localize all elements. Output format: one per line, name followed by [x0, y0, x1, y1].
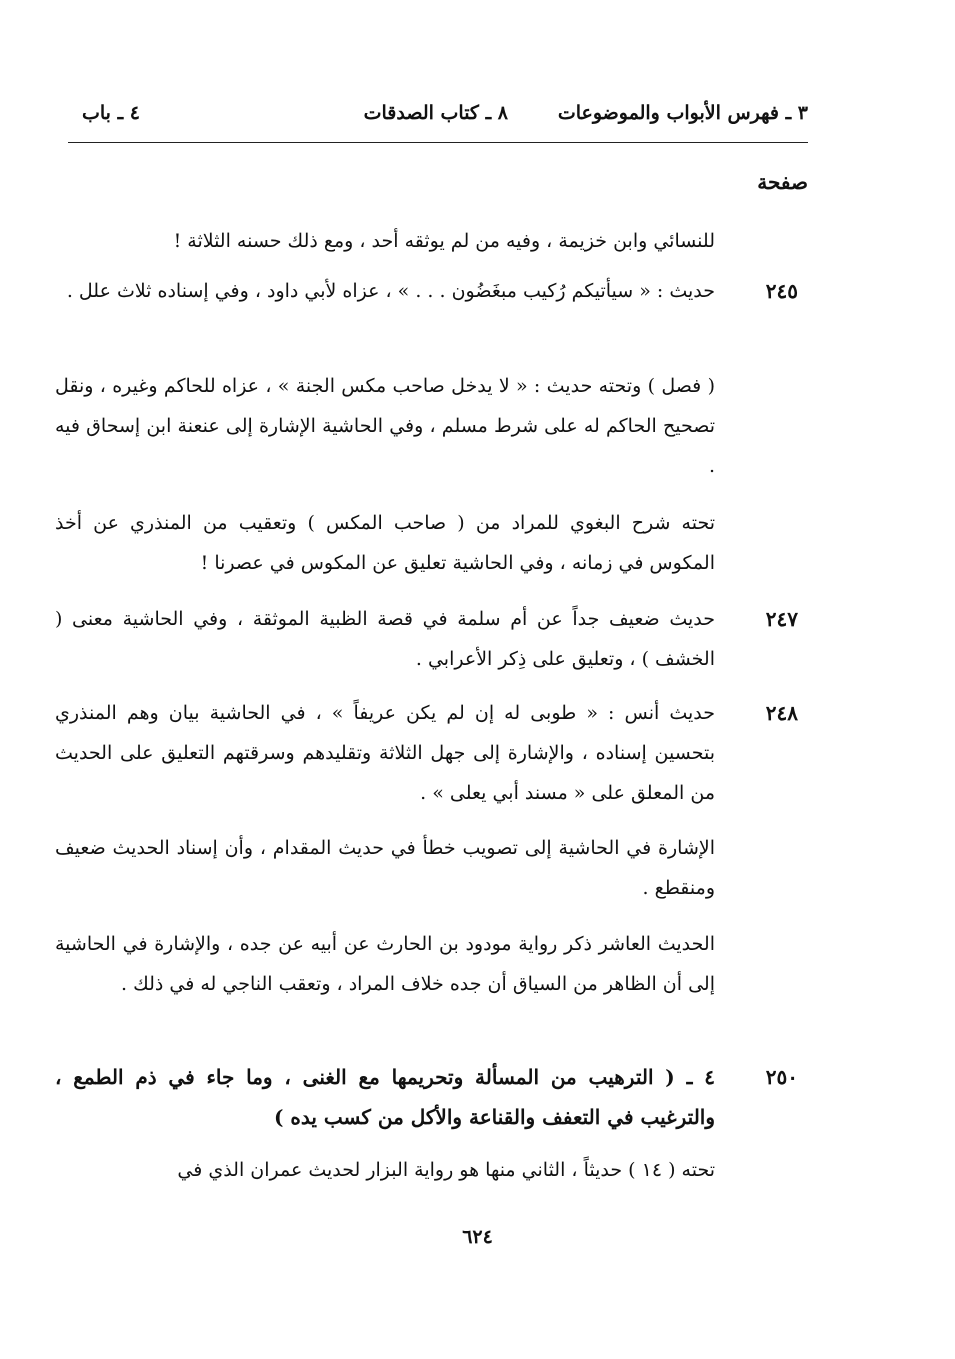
page-column-label: صفحة — [757, 170, 808, 194]
entry-page-number: ٢٤٧ — [765, 607, 798, 631]
header-index-title: ٣ ـ فهرس الأبواب والموضوعات — [557, 102, 808, 124]
entry-text: تحته ( ١٤ ) حديثاً ، الثاني منها هو رواية البزار لحديث عمران الذي في — [177, 1159, 715, 1181]
entry-text: للنسائي وابن خزيمة ، وفيه من لم يوثقه أحد ، ومع ذلك حسنه الثلاثة ! — [173, 230, 715, 252]
entry-text: الإشارة في الحاشية إلى تصويب خطأ في حديث المقدام ، وأن إسناد الحديث ضعيف ومنقطع . — [55, 837, 715, 899]
entry-text: حديث أنس : « طوبى له إن لم يكن عريفاً » ، في الحاشية بيان وهم المنذري بتحسين إسناده ، والإشارة إلى جهل الثلاثة وتقليدهم وسرقتهم التعليق على الحديث من المعلق على « مسند أبي يعلى » . — [55, 702, 715, 804]
entry-text: ( فصل ) وتحته حديث : « لا يدخل صاحب مكس الجنة » ، عزاه للحاكم وغيره ، ونقل تصحيح الحاكم له على شرط مسلم ، وفي الحاشية الإشارة إلى عنعنة ابن إسحاق فيه . — [55, 375, 715, 477]
header-book-title: ٨ ـ كتاب الصدقات — [363, 102, 508, 124]
header-divider — [68, 142, 808, 143]
entry-page-number: ٢٤٥ — [765, 279, 798, 303]
chapter-heading-entry: ٤ ـ ( الترهيب من المسألة وتحريمها مع الغنى ، وما جاء في ذم الطمع ، والترغيب في التعفف والقناعة والأكل من كسب يده ) — [55, 1065, 715, 1129]
entry-page-number: ٢٥٠ — [765, 1065, 798, 1089]
entry-text: الحديث العاشر ذكر رواية مودود بن الحارث عن أبيه عن جده ، والإشارة في الحاشية إلى أن الظاهر من السياق أن جده خلاف المراد ، وتعقب الناجي له في ذلك . — [55, 933, 715, 995]
page-number: ٦٢٤ — [462, 1226, 493, 1248]
header-chapter-label: ٤ ـ باب — [82, 102, 140, 124]
entry-text: تحته شرح البغوي للمراد من ( صاحب المكس ) وتعقيب من المنذري عن أخذ المكوس في زمانه ، وفي الحاشية تعليق عن المكوس في عصرنا ! — [55, 512, 715, 574]
running-header — [68, 100, 808, 134]
entry-text: حديث ضعيف جداً عن أم سلمة في قصة الظبية الموثقة ، وفي الحاشية معنى ( الخشف ) ، وتعليق على ذِكر الأعرابي . — [55, 608, 715, 670]
entry-page-number: ٢٤٨ — [765, 701, 798, 725]
entry-text: حديث : « سيأتيكم رُكيب مبغَضُون . . . » ، عزاه لأبي داود ، وفي إسناده ثلاث علل . — [66, 280, 715, 302]
